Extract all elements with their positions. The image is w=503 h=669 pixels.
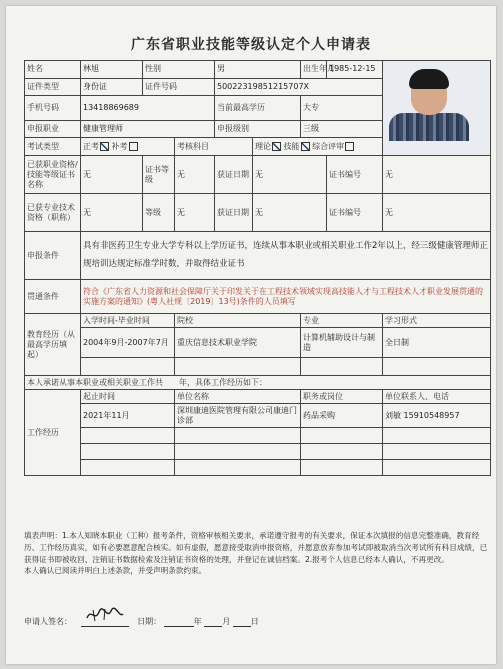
conditions-label: 申报条件 bbox=[25, 232, 81, 280]
cert-name-value[interactable]: 无 bbox=[81, 156, 143, 194]
level-value[interactable]: 三级 bbox=[301, 120, 383, 138]
subj-skill-checkbox[interactable] bbox=[301, 142, 310, 151]
occupation-value[interactable]: 健康管理师 bbox=[81, 120, 215, 138]
tech-value[interactable]: 无 bbox=[81, 194, 143, 232]
edu-form[interactable]: 全日制 bbox=[383, 328, 491, 358]
exam-normal-label: 正考 bbox=[83, 141, 99, 151]
form-table bbox=[24, 60, 491, 476]
tech-no-label: 证书编号 bbox=[327, 194, 383, 232]
gender-value[interactable]: 男 bbox=[215, 61, 301, 79]
sign-month-field[interactable] bbox=[204, 616, 222, 627]
subj-review-checkbox[interactable] bbox=[345, 142, 354, 151]
tech-level-label: 等级 bbox=[143, 194, 175, 232]
education-row-empty bbox=[25, 358, 491, 376]
conditions-text: 具有非医药卫生专业大学专科以上学历证书，连续从事本职业或相关职业工作2年以上，经三级健康管理师正规培训达规定标准学时数，并取得结业证书 bbox=[83, 240, 488, 269]
work-row-empty bbox=[25, 428, 491, 444]
declaration-block bbox=[24, 530, 488, 577]
applicant-photo bbox=[383, 61, 491, 156]
tech-date-value[interactable]: 无 bbox=[253, 194, 327, 232]
sign-label: 申请人签名： bbox=[24, 617, 72, 626]
tech-no-value[interactable]: 无 bbox=[383, 194, 491, 232]
sign-year-field[interactable] bbox=[164, 616, 194, 627]
id-type-label: 证件类型 bbox=[25, 78, 81, 96]
work-col-time: 起止时间 bbox=[81, 390, 175, 404]
tech-date-label: 获证日期 bbox=[215, 194, 253, 232]
work-col-post: 职务或岗位 bbox=[301, 390, 383, 404]
cert-level-label: 证书等级 bbox=[143, 156, 175, 194]
application-form-paper bbox=[6, 6, 496, 664]
exam-makeup-checkbox[interactable] bbox=[129, 142, 138, 151]
year-label: 年 bbox=[193, 617, 202, 626]
cert-date-label: 获证日期 bbox=[215, 156, 253, 194]
bridging-label: 贯通条件 bbox=[25, 280, 81, 314]
edu-col-form: 学习形式 bbox=[383, 314, 491, 328]
id-no-label: 证件号码 bbox=[143, 78, 215, 96]
work-time[interactable]: 2021年11月 bbox=[81, 404, 175, 428]
commitment-text: 本人承诺从事本职业或相关职业工作共 年，具体工作经历如下： bbox=[25, 376, 491, 390]
exam-subject-label: 考核科目 bbox=[175, 138, 253, 156]
signature-row bbox=[24, 610, 259, 627]
name-value[interactable]: 林旭 bbox=[81, 61, 143, 79]
dob-value[interactable]: 1985-12-15 bbox=[327, 61, 383, 79]
occupation-label: 申报职业 bbox=[25, 120, 81, 138]
edu-major[interactable]: 计算机辅助设计与制造 bbox=[301, 328, 383, 358]
tech-label: 已获专业技术资格（职称） bbox=[25, 194, 81, 232]
work-row-empty bbox=[25, 444, 491, 460]
id-no-value[interactable]: 50022319851215707X bbox=[215, 78, 383, 96]
declaration-text: 填表声明：1.本人知晓本职业（工种）报考条件，资格审核相关要求，承诺遵守报考的有关要求，保证本次填报的信息完整准确，教育经历、工作经历真实，如有必要愿意配合核实。如有虚假，愿意接受取消申报资格，并愿意放弃参加考试即被取消当次考试所有科目成绩，已获得证书即被收回、注销证书数据检索及注销证书资格的处理，并登记在诚信档案。2.报考个人信息已经本人确认，不再更改。 bbox=[24, 531, 488, 564]
signature-field[interactable] bbox=[81, 610, 129, 627]
work-row-empty bbox=[25, 460, 491, 476]
exam-subject-options bbox=[253, 138, 383, 156]
edu-col-major: 专业 bbox=[301, 314, 383, 328]
phone-label: 手机号码 bbox=[25, 96, 81, 120]
phone-value[interactable]: 13418869689 bbox=[81, 96, 215, 120]
work-col-contact: 单位联系人、电话 bbox=[383, 390, 491, 404]
gender-label: 性别 bbox=[143, 61, 215, 79]
day-label: 日 bbox=[250, 617, 259, 626]
edu-value[interactable]: 大专 bbox=[301, 96, 383, 120]
edu-label: 当前最高学历 bbox=[215, 96, 301, 120]
id-type-value[interactable]: 身份证 bbox=[81, 78, 143, 96]
handwritten-signature bbox=[85, 606, 125, 624]
edu-school[interactable]: 重庆信息技术职业学院 bbox=[175, 328, 301, 358]
exam-type-options bbox=[81, 138, 175, 156]
edu-time[interactable]: 2004年9月-2007年7月 bbox=[81, 328, 175, 358]
sign-day-field[interactable] bbox=[233, 616, 251, 627]
date-label: 日期： bbox=[137, 617, 162, 626]
exam-normal-checkbox[interactable] bbox=[100, 142, 109, 151]
form-title: 广东省职业技能等级认定个人申请表 bbox=[131, 37, 371, 53]
cert-name-label: 已获职业资格/技能等级证书名称 bbox=[25, 156, 81, 194]
level-label: 申报级别 bbox=[215, 120, 301, 138]
work-row bbox=[25, 404, 491, 428]
month-label: 月 bbox=[222, 617, 231, 626]
edu-col-school: 院校 bbox=[175, 314, 301, 328]
work-unit[interactable]: 深圳康迪医院管理有限公司康迪门诊部 bbox=[175, 404, 301, 428]
confirm-text: 本人确认已阅读并明白上述条款，并受声明条款约束。 bbox=[24, 566, 207, 576]
subj-theory-checkbox[interactable] bbox=[272, 142, 281, 151]
work-label: 工作经历 bbox=[25, 390, 81, 476]
tech-level-value[interactable]: 无 bbox=[175, 194, 215, 232]
bridging-text: 符合《广东省人力资源和社会保障厅关于印发关于在工程技术领域实现高技能人才与工程技术人才职业发展贯通的实施方案的通知》(粤人社规〔2019〕13号)条件的人员填写 bbox=[81, 280, 491, 314]
exam-type-label: 考试类型 bbox=[25, 138, 81, 156]
dob-label: 出生年月 bbox=[301, 61, 327, 79]
subj-theory-label: 理论 bbox=[255, 141, 271, 151]
cert-no-value[interactable]: 无 bbox=[383, 156, 491, 194]
cert-level-value[interactable]: 无 bbox=[175, 156, 215, 194]
work-contact[interactable]: 刘敏 15910548957 bbox=[383, 404, 491, 428]
subj-review-label: 综合评审 bbox=[312, 141, 345, 151]
name-label: 姓名 bbox=[25, 61, 81, 79]
cert-date-value[interactable]: 无 bbox=[253, 156, 327, 194]
cert-no-label: 证书编号 bbox=[327, 156, 383, 194]
exam-makeup-label: 补考 bbox=[111, 141, 128, 151]
education-row bbox=[25, 328, 491, 358]
education-label: 教育经历（从最高学历填起） bbox=[25, 314, 81, 376]
work-post[interactable]: 药品采购 bbox=[301, 404, 383, 428]
work-col-unit: 单位名称 bbox=[175, 390, 301, 404]
edu-col-time: 入学时间-毕业时间 bbox=[81, 314, 175, 328]
subj-skill-label: 技能 bbox=[283, 141, 300, 151]
